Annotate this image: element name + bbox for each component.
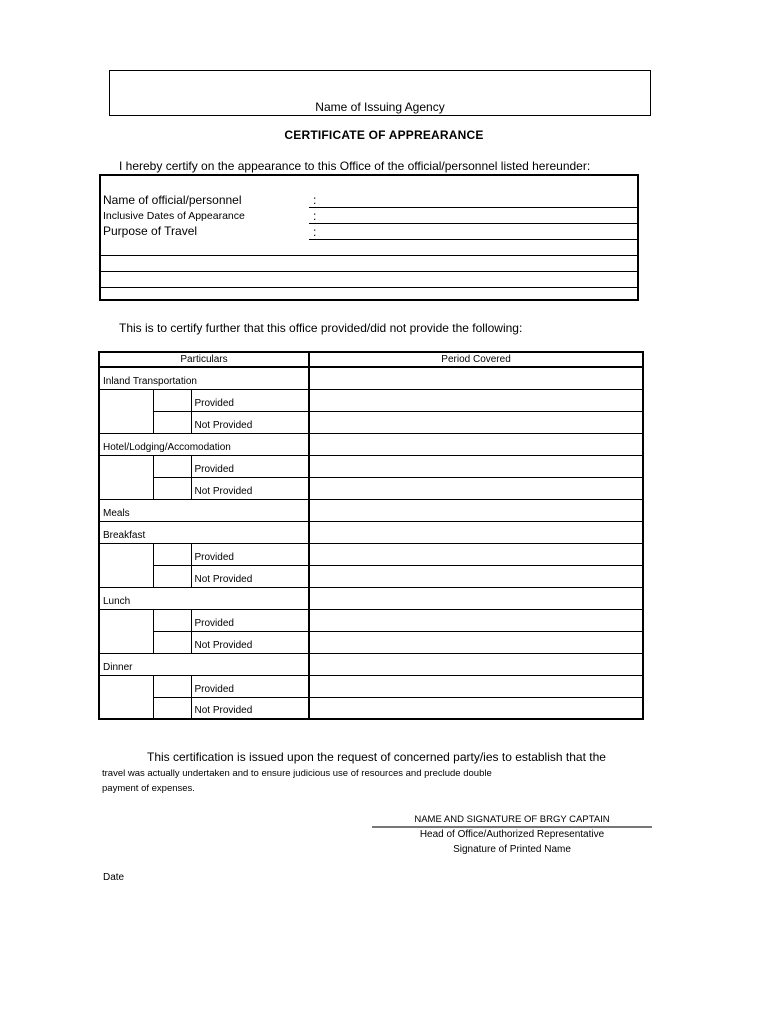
option-label: Not Provided <box>191 565 309 587</box>
particulars-category-row <box>99 587 643 609</box>
category-label: Inland Transportation <box>99 367 309 389</box>
option-label: Not Provided <box>191 411 309 433</box>
category-label: Breakfast <box>99 521 309 543</box>
indent-cell <box>99 631 153 653</box>
option-checkbox-cell[interactable] <box>153 411 191 433</box>
period-covered-cell[interactable] <box>309 389 643 411</box>
category-label: Lunch <box>99 587 309 609</box>
signatory-role: Head of Office/Authorized Representative <box>419 829 605 840</box>
header-period-covered: Period Covered <box>309 352 643 367</box>
particulars-option-row <box>99 477 643 499</box>
option-label: Provided <box>191 543 309 565</box>
period-covered-cell[interactable] <box>309 631 643 653</box>
blank-line[interactable] <box>101 287 637 288</box>
option-checkbox-cell[interactable] <box>153 565 191 587</box>
particulars-category-row <box>99 499 643 521</box>
particulars-option-row <box>99 609 643 631</box>
option-label: Provided <box>191 609 309 631</box>
field-colon: : <box>313 193 317 207</box>
field-label-inclusive-dates: Inclusive Dates of Appearance <box>103 210 245 222</box>
issuing-agency-box <box>109 70 651 116</box>
field-line-inclusive-dates[interactable] <box>309 223 637 224</box>
particulars-option-row <box>99 411 643 433</box>
option-label: Provided <box>191 389 309 411</box>
period-covered-cell[interactable] <box>309 697 643 719</box>
particulars-option-row <box>99 697 643 719</box>
table-header-row <box>99 352 643 367</box>
particulars-option-row <box>99 565 643 587</box>
indent-cell <box>99 411 153 433</box>
period-covered-cell[interactable] <box>309 543 643 565</box>
blank-line[interactable] <box>101 255 637 256</box>
category-label: Hotel/Lodging/Accomodation <box>99 433 309 455</box>
certify-further-text: This is to certify further that this office provided/did not provide the following: <box>119 321 523 335</box>
field-line-official-name[interactable] <box>309 207 637 208</box>
field-label-official-name: Name of official/personnel <box>103 193 242 207</box>
option-label: Provided <box>191 675 309 697</box>
certificate-title: CERTIFICATE OF APPREARANCE <box>284 128 484 142</box>
particulars-table <box>98 351 644 720</box>
category-label: Dinner <box>99 653 309 675</box>
option-label: Not Provided <box>191 631 309 653</box>
blank-line[interactable] <box>101 271 637 272</box>
period-covered-cell[interactable] <box>309 455 643 477</box>
indent-cell <box>99 565 153 587</box>
closing-text-line-1: This certification is issued upon the request of concerned party/ies to establish that the <box>147 750 606 764</box>
particulars-category-row <box>99 653 643 675</box>
indent-cell <box>99 675 153 697</box>
closing-text-line-3: payment of expenses. <box>102 783 195 794</box>
option-checkbox-cell[interactable] <box>153 609 191 631</box>
period-covered-cell[interactable] <box>309 477 643 499</box>
signature-line[interactable] <box>372 826 652 828</box>
indent-cell <box>99 455 153 477</box>
indent-cell <box>99 697 153 719</box>
indent-cell <box>99 477 153 499</box>
period-covered-cell[interactable] <box>309 609 643 631</box>
particulars-option-row <box>99 543 643 565</box>
option-label: Not Provided <box>191 697 309 719</box>
field-colon: : <box>313 225 317 239</box>
option-checkbox-cell[interactable] <box>153 389 191 411</box>
indent-cell <box>99 609 153 631</box>
particulars-category-row <box>99 433 643 455</box>
period-covered-cell[interactable] <box>309 653 643 675</box>
particulars-option-row <box>99 455 643 477</box>
field-colon: : <box>313 209 317 223</box>
option-checkbox-cell[interactable] <box>153 477 191 499</box>
signatory-name: NAME AND SIGNATURE OF BRGY CAPTAIN <box>414 814 610 825</box>
option-label: Not Provided <box>191 477 309 499</box>
particulars-option-row <box>99 631 643 653</box>
certify-intro-text: I hereby certify on the appearance to this Office of the official/personnel listed hereunder: <box>119 159 591 173</box>
indent-cell <box>99 543 153 565</box>
period-covered-cell[interactable] <box>309 521 643 543</box>
field-label-purpose-of-travel: Purpose of Travel <box>103 224 198 238</box>
option-checkbox-cell[interactable] <box>153 675 191 697</box>
period-covered-cell[interactable] <box>309 367 643 389</box>
period-covered-cell[interactable] <box>309 565 643 587</box>
category-label: Meals <box>99 499 309 521</box>
period-covered-cell[interactable] <box>309 411 643 433</box>
particulars-option-row <box>99 675 643 697</box>
official-info-box <box>99 174 639 301</box>
option-checkbox-cell[interactable] <box>153 543 191 565</box>
issuing-agency-label: Name of Issuing Agency <box>315 100 445 114</box>
closing-text-line-2: travel was actually undertaken and to ensure judicious use of resources and preclude double <box>102 768 492 779</box>
option-label: Provided <box>191 455 309 477</box>
particulars-category-row <box>99 367 643 389</box>
signatory-printed-name-label: Signature of Printed Name <box>453 844 571 855</box>
indent-cell <box>99 389 153 411</box>
period-covered-cell[interactable] <box>309 675 643 697</box>
option-checkbox-cell[interactable] <box>153 631 191 653</box>
period-covered-cell[interactable] <box>309 433 643 455</box>
option-checkbox-cell[interactable] <box>153 697 191 719</box>
option-checkbox-cell[interactable] <box>153 455 191 477</box>
period-covered-cell[interactable] <box>309 499 643 521</box>
date-label: Date <box>103 872 125 883</box>
period-covered-cell[interactable] <box>309 587 643 609</box>
field-line-purpose-of-travel[interactable] <box>309 239 637 240</box>
header-particulars: Particulars <box>99 352 309 367</box>
particulars-option-row <box>99 389 643 411</box>
particulars-category-row <box>99 521 643 543</box>
